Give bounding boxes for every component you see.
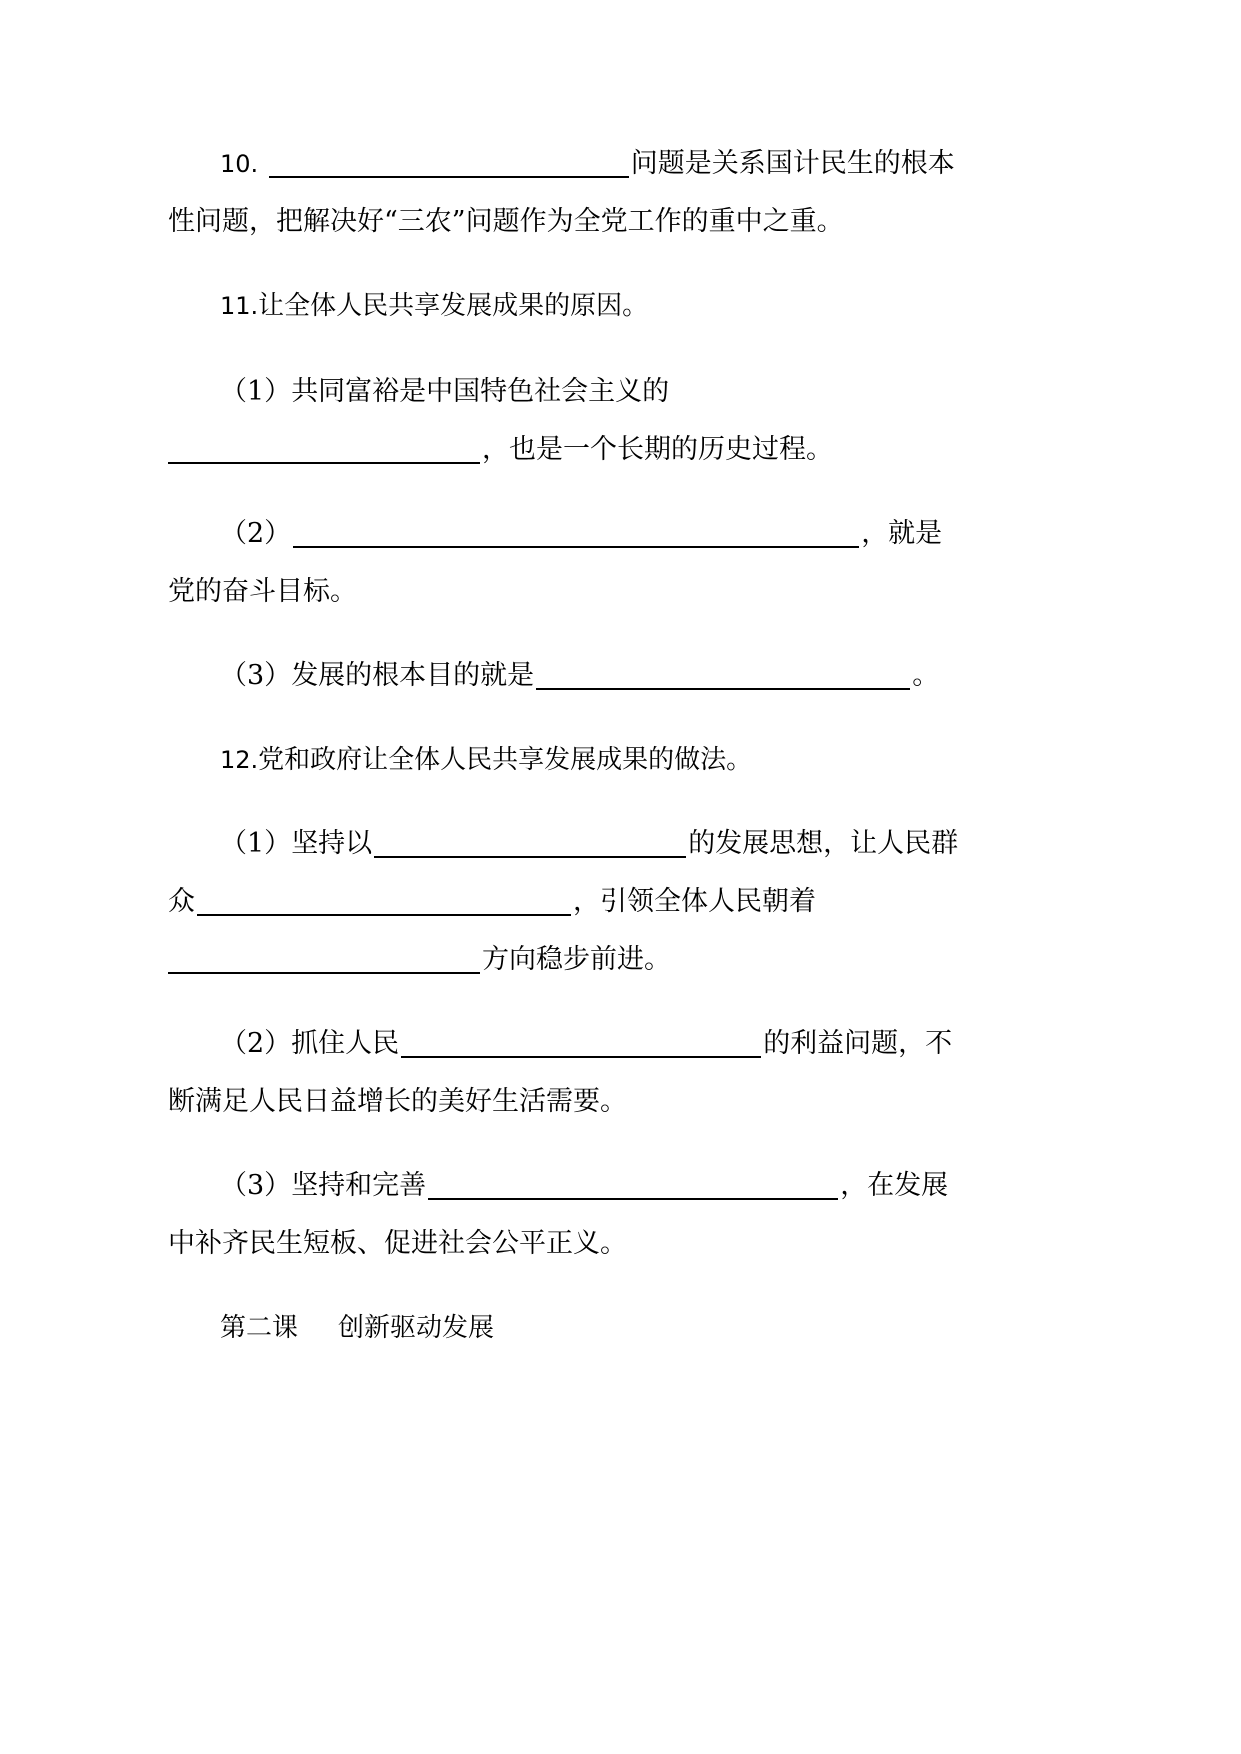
q12-p3-line-2: 中补齐民生短板、促进社会公平正义。 (168, 1228, 627, 1259)
q11-p2-line-2: 党的奋斗目标。 (168, 576, 357, 607)
q11-p2-label: （2） (220, 518, 292, 549)
lesson-label: 第二课 (220, 1313, 299, 1343)
q12-p1-line3-after: 方向稳步前进。 (482, 944, 671, 975)
q11-p2-blank[interactable] (293, 516, 859, 548)
q12-p2-label: （2） (220, 1028, 292, 1059)
q12-p1-blank-3[interactable] (168, 942, 480, 974)
q12-p1-blank-1[interactable] (374, 826, 686, 858)
q11-heading (220, 286, 648, 326)
q11-p1-label: （1） (220, 376, 292, 407)
q11-number: 11. (220, 292, 259, 320)
q12-p1-label: （1） (220, 828, 292, 859)
q10-line-1 (220, 144, 955, 184)
q11-p1-line2-text: ，也是一个长期的历史过程。 (482, 434, 833, 465)
q10-line-2: 性问题，把解决好“三农”问题作为全党工作的重中之重。 (168, 206, 844, 237)
q12-p1-text: 坚持以 (291, 828, 373, 859)
q11-p3-line (220, 656, 939, 696)
q12-number: 12. (220, 746, 259, 774)
q11-heading-text: 让全体人民共享发展成果的原因。 (258, 291, 649, 321)
q12-p1-blank-2[interactable] (197, 884, 571, 916)
q10-number: 10. (220, 150, 259, 178)
q12-p1-after: 的发展思想，让人民群 (688, 828, 959, 859)
q12-p1-line-2 (168, 882, 816, 922)
q11-p3-blank[interactable] (536, 658, 910, 690)
q12-p2-text: 抓住人民 (291, 1028, 400, 1059)
q12-p3-blank[interactable] (428, 1168, 838, 1200)
q12-p3-after: ，在发展 (840, 1170, 949, 1201)
lesson-heading (220, 1308, 494, 1348)
q12-p2-line-2: 断满足人民日益增长的美好生活需要。 (168, 1086, 627, 1117)
q10-blank[interactable] (269, 146, 629, 178)
q12-p2-line-1 (220, 1024, 952, 1064)
q12-p1-line-3 (168, 940, 671, 980)
q11-p2-after: ，就是 (861, 518, 943, 549)
lesson-title: 创新驱动发展 (338, 1313, 495, 1343)
q11-p1-blank[interactable] (168, 432, 480, 464)
q12-heading (220, 740, 752, 780)
q11-p1-text: 共同富裕是中国特色社会主义的 (291, 376, 670, 407)
q12-p2-after: 的利益问题，不 (763, 1028, 953, 1059)
q12-p2-blank[interactable] (401, 1026, 761, 1058)
q11-p3-label: （3） (220, 660, 292, 691)
q11-p1-line-2 (168, 430, 833, 470)
q12-heading-text: 党和政府让全体人民共享发展成果的做法。 (258, 745, 753, 775)
q12-p1-line2-text: 众 (168, 886, 195, 917)
q12-p1-line-1 (220, 824, 958, 864)
q11-p3-after: 。 (912, 660, 940, 691)
q12-p3-text: 坚持和完善 (291, 1170, 427, 1201)
q11-p3-text: 发展的根本目的就是 (291, 660, 535, 691)
q12-p3-label: （3） (220, 1170, 292, 1201)
q11-p1-line-1 (220, 372, 669, 412)
q10-line1-text: 问题是关系国计民生的根本 (630, 148, 955, 179)
q12-p1-line2-after: ，引领全体人民朝着 (573, 886, 816, 917)
q11-p2-line-1 (220, 514, 942, 554)
q12-p3-line-1 (220, 1166, 948, 1206)
